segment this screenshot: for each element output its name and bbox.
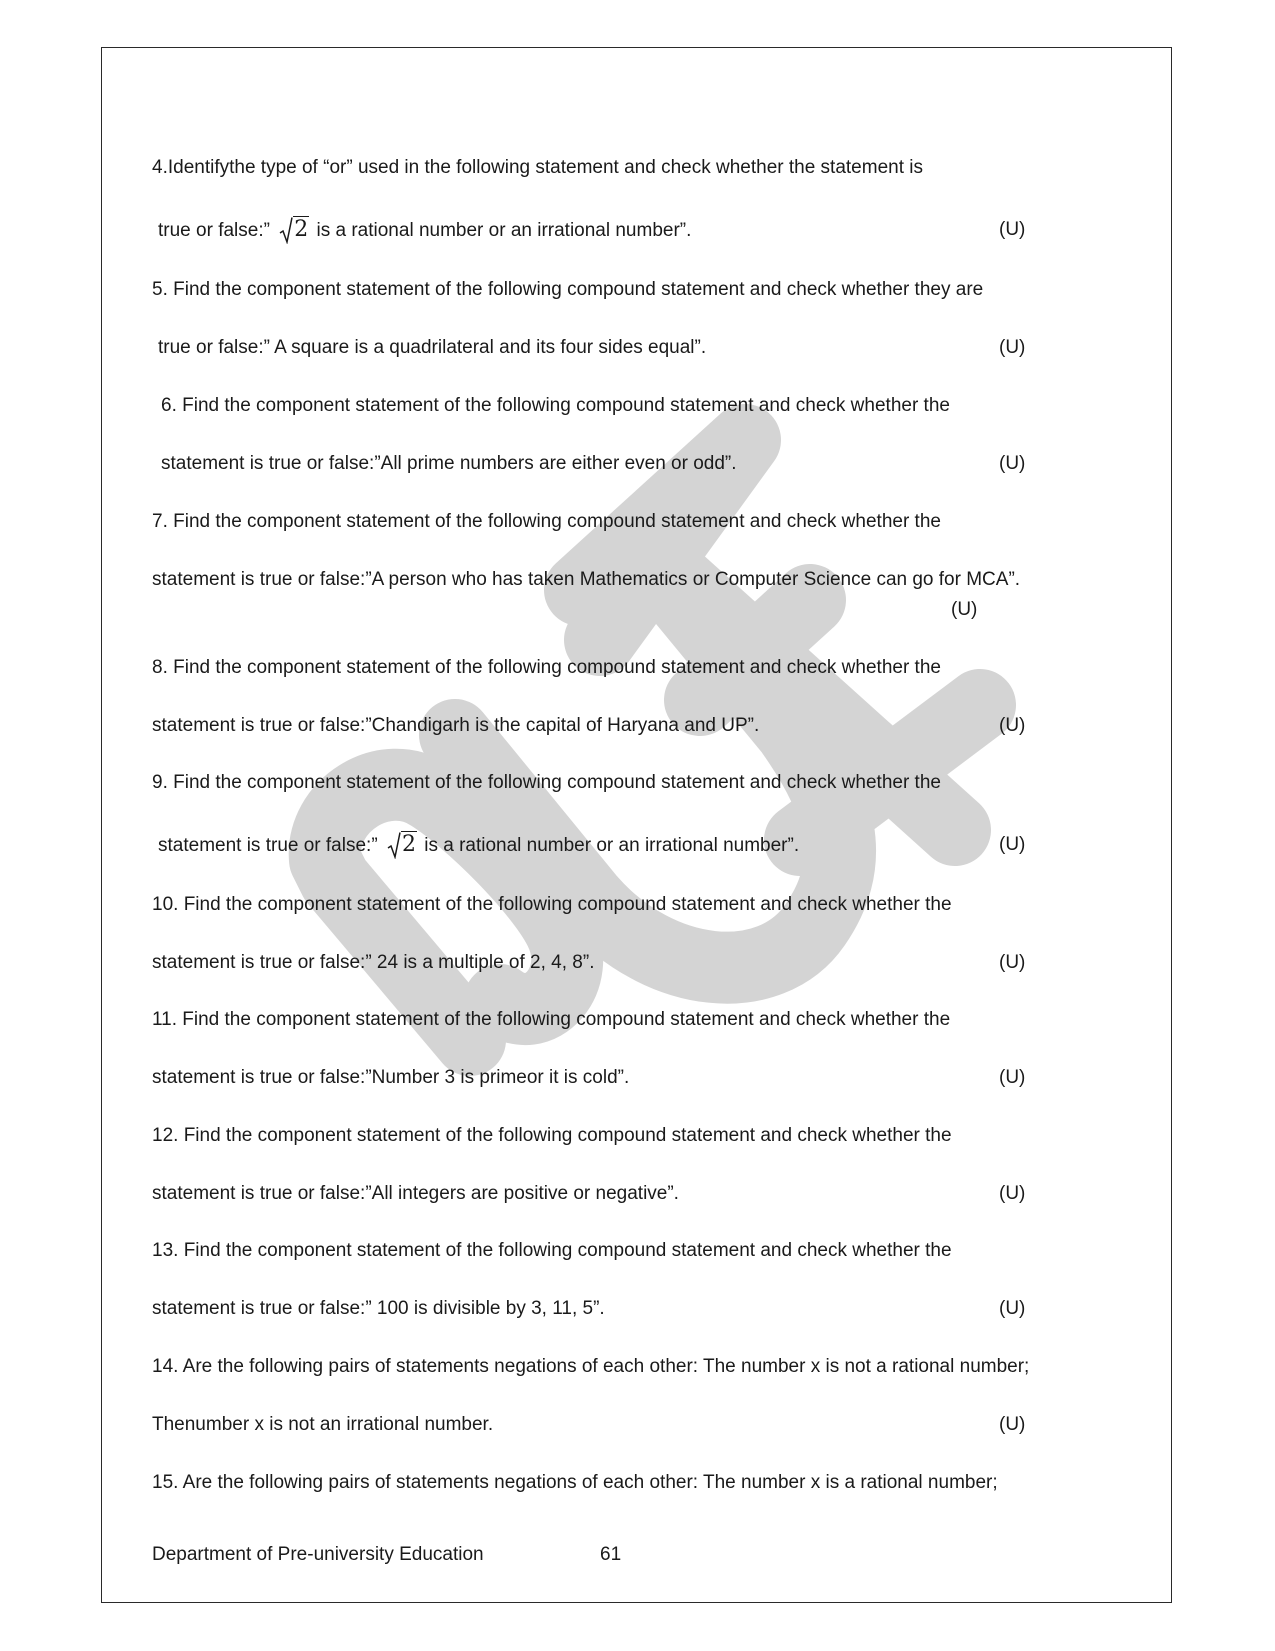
question-7-line1: 7. Find the component statement of the following compound statement and check whether the [152, 511, 941, 532]
sqrt-symbol [387, 833, 417, 857]
question-6-line1: 6. Find the component statement of the following compound statement and check whether the [161, 395, 950, 416]
question-14-line2: Thenumber x is not an irrational number. [152, 1414, 494, 1435]
question-4-prefix: true or false:” [158, 220, 270, 241]
question-11-line1: 11. Find the component statement of the following compound statement and check whether the [152, 1009, 951, 1030]
question-12-line2: statement is true or false:”All integers are positive or negative”. [152, 1183, 679, 1204]
question-15-line1: 15. Are the following pairs of statements negations of each other: The number x is a rational number; [152, 1472, 998, 1493]
question-5-tag: (U) [999, 337, 1026, 358]
question-5-line1: 5. Find the component statement of the following compound statement and check whether they are [152, 279, 984, 300]
question-10-tag: (U) [999, 952, 1026, 973]
question-12-tag: (U) [999, 1183, 1026, 1204]
page-number: 61 [600, 1544, 622, 1565]
question-8-tag: (U) [999, 715, 1026, 736]
question-13-tag: (U) [999, 1298, 1026, 1319]
question-9-tag: (U) [999, 834, 1026, 855]
question-12-line1: 12. Find the component statement of the following compound statement and check whether the [152, 1125, 952, 1146]
question-4-line1: 4.Identifythe type of “or” used in the following statement and check whether the statement is [152, 157, 923, 178]
question-4-line2 [158, 218, 691, 243]
radical-sign-icon [387, 831, 401, 859]
sqrt-radicand: 2 [401, 832, 416, 857]
question-14-line1: 14. Are the following pairs of statements negations of each other: The number x is not a rational number; [152, 1356, 1030, 1377]
question-9-suffix: is a rational number or an irrational number”. [424, 835, 800, 856]
question-6-line2: statement is true or false:”All prime numbers are either even or odd”. [161, 453, 737, 474]
question-10-line2: statement is true or false:” 24 is a multiple of 2, 4, 8”. [152, 952, 595, 973]
question-7-tag: (U) [951, 599, 978, 620]
question-9-prefix: statement is true or false:” [158, 835, 378, 856]
sqrt-symbol [279, 218, 309, 242]
question-11-tag: (U) [999, 1067, 1026, 1088]
question-5-line2: true or false:” A square is a quadrilateral and its four sides equal”. [158, 337, 707, 358]
question-7-line2: statement is true or false:”A person who has taken Mathematics or Computer Science can go for MCA”. [152, 569, 1021, 590]
sqrt-radicand: 2 [294, 217, 309, 242]
question-6-tag: (U) [999, 453, 1026, 474]
question-9-line1: 9. Find the component statement of the following compound statement and check whether the [152, 772, 941, 793]
question-13-line1: 13. Find the component statement of the following compound statement and check whether the [152, 1240, 952, 1261]
question-10-line1: 10. Find the component statement of the following compound statement and check whether the [152, 894, 952, 915]
question-9-line2 [158, 833, 799, 858]
question-8-line1: 8. Find the component statement of the following compound statement and check whether the [152, 657, 941, 678]
question-4-tag: (U) [999, 219, 1026, 240]
question-8-line2: statement is true or false:”Chandigarh is the capital of Haryana and UP”. [152, 715, 760, 736]
question-14-tag: (U) [999, 1414, 1026, 1435]
footer-department: Department of Pre-university Education [152, 1544, 484, 1565]
question-4-suffix: is a rational number or an irrational number”. [316, 220, 692, 241]
question-11-line2: statement is true or false:”Number 3 is primeor it is cold”. [152, 1067, 630, 1088]
question-13-line2: statement is true or false:” 100 is divisible by 3, 11, 5”. [152, 1298, 605, 1319]
radical-sign-icon [279, 216, 293, 244]
